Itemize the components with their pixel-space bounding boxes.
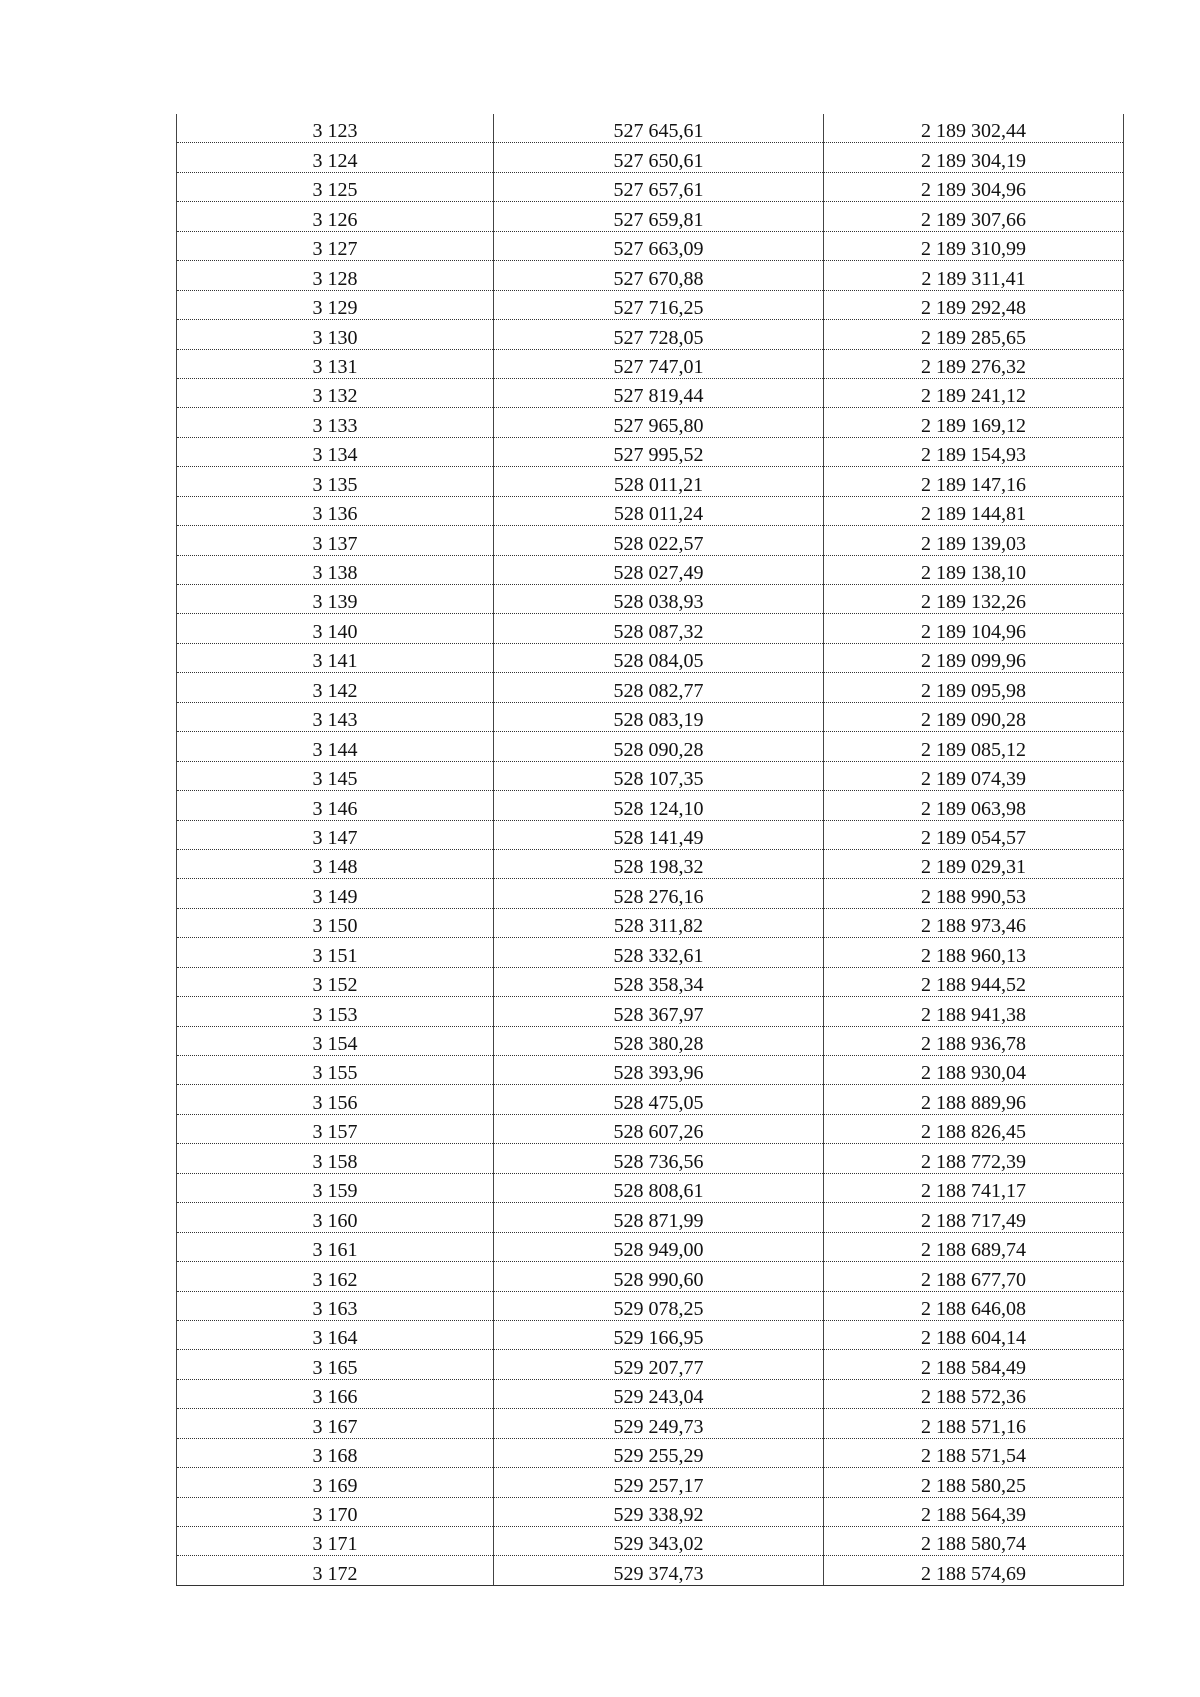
table-row [177,349,1124,378]
table-row [177,673,1124,702]
y-coordinate-cell: 2 188 572,36 [824,1379,1124,1408]
point-number-cell: 3 156 [177,1085,494,1114]
table-row [177,1262,1124,1291]
point-number-cell: 3 130 [177,320,494,349]
table-row [177,467,1124,496]
point-number-cell: 3 142 [177,673,494,702]
table-row [177,1350,1124,1379]
y-coordinate-cell: 2 189 085,12 [824,732,1124,761]
x-coordinate-cell: 528 380,28 [494,1026,824,1055]
table-row [177,202,1124,231]
x-coordinate-cell: 527 670,88 [494,261,824,290]
x-coordinate-cell: 528 736,56 [494,1144,824,1173]
x-coordinate-cell: 528 475,05 [494,1085,824,1114]
y-coordinate-cell: 2 189 302,44 [824,114,1124,143]
y-coordinate-cell: 2 188 584,49 [824,1350,1124,1379]
table-row [177,1320,1124,1349]
point-number-cell: 3 123 [177,114,494,143]
table-row [177,702,1124,731]
x-coordinate-cell: 528 027,49 [494,555,824,584]
x-coordinate-cell: 527 995,52 [494,437,824,466]
table-row [177,1173,1124,1202]
point-number-cell: 3 125 [177,172,494,201]
y-coordinate-cell: 2 188 944,52 [824,967,1124,996]
coordinates-table [176,114,1124,1586]
point-number-cell: 3 143 [177,702,494,731]
x-coordinate-cell: 528 107,35 [494,761,824,790]
x-coordinate-cell: 529 249,73 [494,1409,824,1438]
point-number-cell: 3 150 [177,908,494,937]
point-number-cell: 3 139 [177,585,494,614]
y-coordinate-cell: 2 189 276,32 [824,349,1124,378]
table-row [177,378,1124,407]
point-number-cell: 3 126 [177,202,494,231]
x-coordinate-cell: 528 011,21 [494,467,824,496]
point-number-cell: 3 159 [177,1173,494,1202]
table-row [177,437,1124,466]
x-coordinate-cell: 528 011,24 [494,496,824,525]
y-coordinate-cell: 2 189 285,65 [824,320,1124,349]
point-number-cell: 3 160 [177,1203,494,1232]
table-row [177,290,1124,319]
table-row [177,1379,1124,1408]
table-row [177,1291,1124,1320]
y-coordinate-cell: 2 188 571,54 [824,1438,1124,1467]
table-row [177,231,1124,260]
point-number-cell: 3 134 [177,437,494,466]
point-number-cell: 3 165 [177,1350,494,1379]
table-row [177,1203,1124,1232]
y-coordinate-cell: 2 188 930,04 [824,1056,1124,1085]
y-coordinate-cell: 2 189 292,48 [824,290,1124,319]
x-coordinate-cell: 528 949,00 [494,1232,824,1261]
y-coordinate-cell: 2 188 677,70 [824,1262,1124,1291]
y-coordinate-cell: 2 189 029,31 [824,849,1124,878]
y-coordinate-cell: 2 188 941,38 [824,997,1124,1026]
y-coordinate-cell: 2 188 960,13 [824,938,1124,967]
x-coordinate-cell: 528 276,16 [494,879,824,908]
y-coordinate-cell: 2 189 311,41 [824,261,1124,290]
y-coordinate-cell: 2 189 063,98 [824,791,1124,820]
table-row [177,143,1124,172]
table-row [177,585,1124,614]
point-number-cell: 3 135 [177,467,494,496]
point-number-cell: 3 151 [177,938,494,967]
point-number-cell: 3 163 [177,1291,494,1320]
point-number-cell: 3 161 [177,1232,494,1261]
table-row [177,820,1124,849]
point-number-cell: 3 145 [177,761,494,790]
x-coordinate-cell: 528 607,26 [494,1114,824,1143]
point-number-cell: 3 172 [177,1556,494,1585]
point-number-cell: 3 155 [177,1056,494,1085]
y-coordinate-cell: 2 189 304,19 [824,143,1124,172]
x-coordinate-cell: 528 084,05 [494,643,824,672]
x-coordinate-cell: 528 332,61 [494,938,824,967]
point-number-cell: 3 168 [177,1438,494,1467]
y-coordinate-cell: 2 189 054,57 [824,820,1124,849]
y-coordinate-cell: 2 189 138,10 [824,555,1124,584]
x-coordinate-cell: 527 659,81 [494,202,824,231]
point-number-cell: 3 144 [177,732,494,761]
x-coordinate-cell: 529 166,95 [494,1320,824,1349]
x-coordinate-cell: 528 808,61 [494,1173,824,1202]
x-coordinate-cell: 528 367,97 [494,997,824,1026]
x-coordinate-cell: 528 082,77 [494,673,824,702]
table-row [177,1497,1124,1526]
point-number-cell: 3 132 [177,378,494,407]
table-row [177,408,1124,437]
y-coordinate-cell: 2 188 571,16 [824,1409,1124,1438]
x-coordinate-cell: 528 124,10 [494,791,824,820]
point-number-cell: 3 167 [177,1409,494,1438]
point-number-cell: 3 149 [177,879,494,908]
y-coordinate-cell: 2 188 580,74 [824,1527,1124,1556]
table-row [177,997,1124,1026]
x-coordinate-cell: 528 871,99 [494,1203,824,1232]
point-number-cell: 3 169 [177,1468,494,1497]
x-coordinate-cell: 528 358,34 [494,967,824,996]
point-number-cell: 3 129 [177,290,494,319]
table-row [177,967,1124,996]
y-coordinate-cell: 2 189 169,12 [824,408,1124,437]
table-row [177,614,1124,643]
table-row [177,114,1124,143]
table-row [177,1527,1124,1556]
table-row [177,849,1124,878]
y-coordinate-cell: 2 189 104,96 [824,614,1124,643]
y-coordinate-cell: 2 189 095,98 [824,673,1124,702]
x-coordinate-cell: 528 083,19 [494,702,824,731]
point-number-cell: 3 152 [177,967,494,996]
x-coordinate-cell: 527 965,80 [494,408,824,437]
y-coordinate-cell: 2 188 973,46 [824,908,1124,937]
table-row [177,1085,1124,1114]
table-row [177,261,1124,290]
x-coordinate-cell: 528 141,49 [494,820,824,849]
x-coordinate-cell: 527 650,61 [494,143,824,172]
point-number-cell: 3 162 [177,1262,494,1291]
point-number-cell: 3 154 [177,1026,494,1055]
x-coordinate-cell: 529 255,29 [494,1438,824,1467]
x-coordinate-cell: 528 393,96 [494,1056,824,1085]
x-coordinate-cell: 528 198,32 [494,849,824,878]
y-coordinate-cell: 2 188 564,39 [824,1497,1124,1526]
point-number-cell: 3 166 [177,1379,494,1408]
x-coordinate-cell: 527 747,01 [494,349,824,378]
x-coordinate-cell: 529 257,17 [494,1468,824,1497]
point-number-cell: 3 148 [177,849,494,878]
y-coordinate-cell: 2 189 304,96 [824,172,1124,201]
table-row [177,526,1124,555]
x-coordinate-cell: 527 819,44 [494,378,824,407]
table-row [177,1232,1124,1261]
table-row [177,879,1124,908]
x-coordinate-cell: 527 663,09 [494,231,824,260]
y-coordinate-cell: 2 188 936,78 [824,1026,1124,1055]
table-row [177,1144,1124,1173]
table-row [177,320,1124,349]
table-row [177,1114,1124,1143]
x-coordinate-cell: 528 038,93 [494,585,824,614]
y-coordinate-cell: 2 188 741,17 [824,1173,1124,1202]
table-row [177,1468,1124,1497]
x-coordinate-cell: 528 311,82 [494,908,824,937]
table-row [177,172,1124,201]
y-coordinate-cell: 2 189 310,99 [824,231,1124,260]
y-coordinate-cell: 2 189 241,12 [824,378,1124,407]
y-coordinate-cell: 2 188 580,25 [824,1468,1124,1497]
table-row [177,1056,1124,1085]
y-coordinate-cell: 2 189 090,28 [824,702,1124,731]
y-coordinate-cell: 2 188 990,53 [824,879,1124,908]
point-number-cell: 3 127 [177,231,494,260]
y-coordinate-cell: 2 189 139,03 [824,526,1124,555]
y-coordinate-cell: 2 188 717,49 [824,1203,1124,1232]
point-number-cell: 3 133 [177,408,494,437]
y-coordinate-cell: 2 189 307,66 [824,202,1124,231]
table-row [177,1026,1124,1055]
y-coordinate-cell: 2 188 689,74 [824,1232,1124,1261]
table-row [177,643,1124,672]
point-number-cell: 3 131 [177,349,494,378]
point-number-cell: 3 170 [177,1497,494,1526]
table-row [177,1409,1124,1438]
point-number-cell: 3 157 [177,1114,494,1143]
point-number-cell: 3 136 [177,496,494,525]
x-coordinate-cell: 529 338,92 [494,1497,824,1526]
y-coordinate-cell: 2 188 604,14 [824,1320,1124,1349]
x-coordinate-cell: 528 087,32 [494,614,824,643]
x-coordinate-cell: 529 243,04 [494,1379,824,1408]
y-coordinate-cell: 2 188 772,39 [824,1144,1124,1173]
table-row [177,1556,1124,1585]
table-row [177,938,1124,967]
y-coordinate-cell: 2 189 074,39 [824,761,1124,790]
point-number-cell: 3 146 [177,791,494,820]
y-coordinate-cell: 2 189 132,26 [824,585,1124,614]
point-number-cell: 3 138 [177,555,494,584]
table-row [177,732,1124,761]
x-coordinate-cell: 527 657,61 [494,172,824,201]
coordinates-table-body [177,114,1124,1585]
x-coordinate-cell: 529 078,25 [494,1291,824,1320]
point-number-cell: 3 124 [177,143,494,172]
x-coordinate-cell: 529 374,73 [494,1556,824,1585]
x-coordinate-cell: 529 207,77 [494,1350,824,1379]
x-coordinate-cell: 527 728,05 [494,320,824,349]
point-number-cell: 3 164 [177,1320,494,1349]
point-number-cell: 3 137 [177,526,494,555]
y-coordinate-cell: 2 189 099,96 [824,643,1124,672]
y-coordinate-cell: 2 189 154,93 [824,437,1124,466]
table-row [177,761,1124,790]
x-coordinate-cell: 527 716,25 [494,290,824,319]
table-row [177,908,1124,937]
point-number-cell: 3 128 [177,261,494,290]
x-coordinate-cell: 528 022,57 [494,526,824,555]
x-coordinate-cell: 527 645,61 [494,114,824,143]
y-coordinate-cell: 2 188 826,45 [824,1114,1124,1143]
point-number-cell: 3 140 [177,614,494,643]
table-row [177,496,1124,525]
x-coordinate-cell: 528 090,28 [494,732,824,761]
point-number-cell: 3 158 [177,1144,494,1173]
table-row [177,791,1124,820]
point-number-cell: 3 153 [177,997,494,1026]
point-number-cell: 3 171 [177,1527,494,1556]
y-coordinate-cell: 2 189 144,81 [824,496,1124,525]
point-number-cell: 3 147 [177,820,494,849]
y-coordinate-cell: 2 189 147,16 [824,467,1124,496]
y-coordinate-cell: 2 188 646,08 [824,1291,1124,1320]
table-row [177,1438,1124,1467]
x-coordinate-cell: 528 990,60 [494,1262,824,1291]
point-number-cell: 3 141 [177,643,494,672]
x-coordinate-cell: 529 343,02 [494,1527,824,1556]
table-row [177,555,1124,584]
y-coordinate-cell: 2 188 574,69 [824,1556,1124,1585]
y-coordinate-cell: 2 188 889,96 [824,1085,1124,1114]
